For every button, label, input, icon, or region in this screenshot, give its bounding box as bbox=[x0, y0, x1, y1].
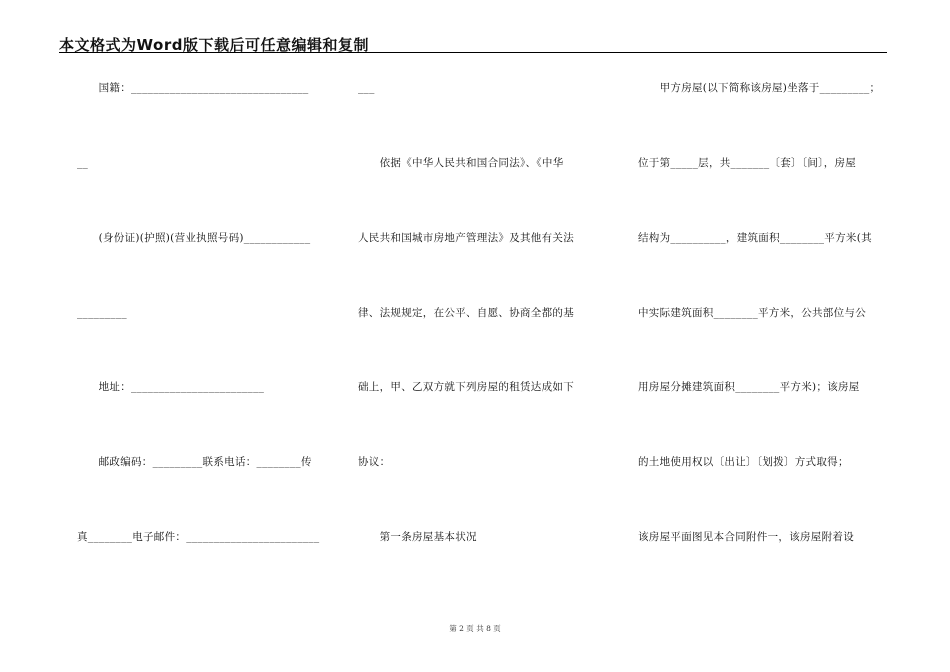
text-line: 该房屋平面图见本合同附件一，该房屋附着设 bbox=[638, 531, 854, 543]
text-line: 邮政编码：_________联系电话：________传 bbox=[77, 456, 312, 468]
page-number: 第 2 页 共 8 页 bbox=[449, 624, 501, 633]
text-line: ___ bbox=[358, 82, 375, 94]
text-line: 的土地使用权以〔出让〕〔划拨〕方式取得； bbox=[638, 456, 849, 468]
text-line: 人民共和国城市房地产管理法》及其他有关法 bbox=[358, 232, 574, 244]
text-line: 依据《中华人民共和国合同法》、《中华 bbox=[358, 157, 564, 169]
text-line: 地址：________________________ bbox=[77, 381, 265, 393]
document-header-title: 本文格式为Word版下载后可任意编辑和复制 bbox=[59, 36, 369, 54]
text-line: 第一条房屋基本状况 bbox=[358, 531, 477, 543]
text-line: _________ bbox=[77, 307, 127, 319]
text-line: 国籍：________________________________ bbox=[77, 82, 309, 94]
text-line: 甲方房屋(以下简称该房屋)坐落于_________； bbox=[638, 82, 881, 94]
text-line: __ bbox=[77, 157, 89, 169]
text-line: 律、法规规定，在公平、自愿、协商全都的基 bbox=[358, 307, 574, 319]
text-line: 中实际建筑面积________平方米，公共部位与公 bbox=[638, 307, 866, 319]
text-line: 协议： bbox=[358, 456, 391, 468]
text-line: 用房屋分摊建筑面积________平方米)；该房屋 bbox=[638, 381, 860, 393]
text-line: 真________电子邮件：________________________ bbox=[77, 531, 320, 543]
text-line: (身份证)(护照)(营业执照号码)____________ bbox=[77, 232, 311, 244]
text-line: 结构为__________，建筑面积________平方米(其 bbox=[638, 232, 872, 244]
text-line: 础上，甲、乙双方就下列房屋的租赁达成如下 bbox=[358, 381, 574, 393]
text-line: 位于第_____层，共_______〔套〕〔间〕，房屋 bbox=[638, 157, 857, 169]
header-divider bbox=[59, 52, 887, 53]
